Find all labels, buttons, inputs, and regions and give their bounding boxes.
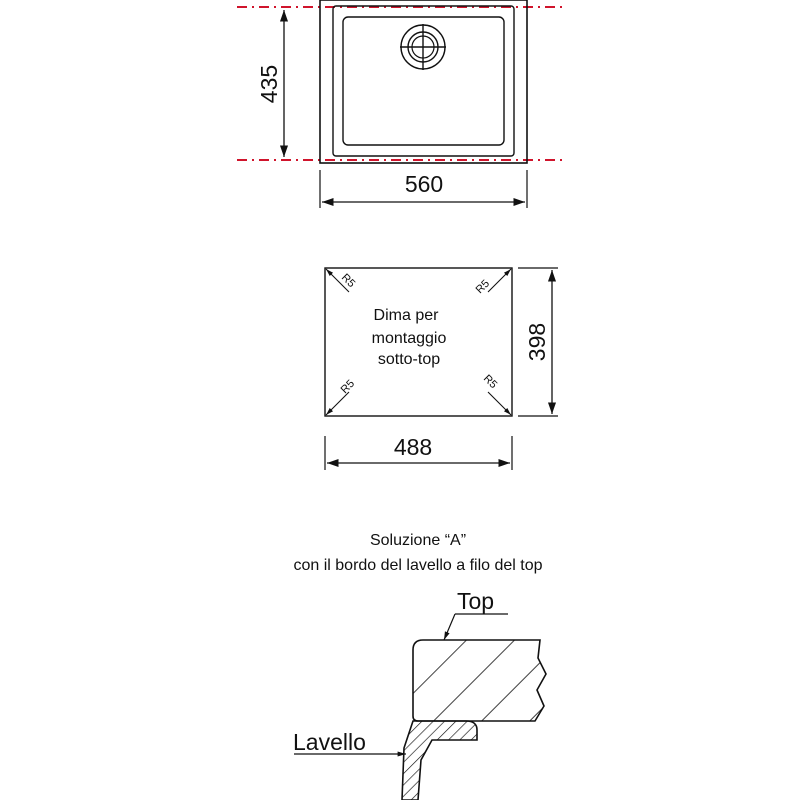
template-label-line2: montaggio	[371, 330, 447, 347]
template-label-line3: sotto-top	[377, 351, 441, 368]
template-depth-label: 398	[524, 322, 550, 362]
sink-top-view	[237, 0, 562, 208]
sink-wall-section	[402, 721, 477, 800]
worktop-section	[413, 640, 546, 721]
top-label: Top	[457, 588, 495, 614]
top-leader-arrow	[444, 614, 455, 640]
sink-depth-label: 435	[256, 64, 282, 104]
template-label-line1: Dima per	[373, 307, 439, 324]
template-width-label: 488	[393, 434, 433, 460]
svg-text:R5: R5	[338, 377, 358, 397]
radius-callout-bottom-left	[326, 378, 357, 415]
section-title-line2: con il bordo del lavello a filo del top	[293, 557, 543, 574]
radius-callout-top-right	[474, 269, 511, 296]
sink-width-label: 560	[404, 171, 444, 197]
section-detail	[293, 532, 546, 800]
cutout-template	[325, 268, 558, 470]
drain-icon	[400, 24, 446, 70]
svg-text:R5: R5	[480, 372, 500, 392]
svg-text:R5: R5	[473, 277, 493, 297]
svg-text:R5: R5	[338, 271, 358, 291]
radius-callout-bottom-right	[481, 373, 511, 415]
radius-callout-top-left	[326, 269, 357, 292]
sink-label: Lavello	[293, 729, 366, 755]
section-title-line1: Soluzione “A”	[369, 532, 467, 549]
